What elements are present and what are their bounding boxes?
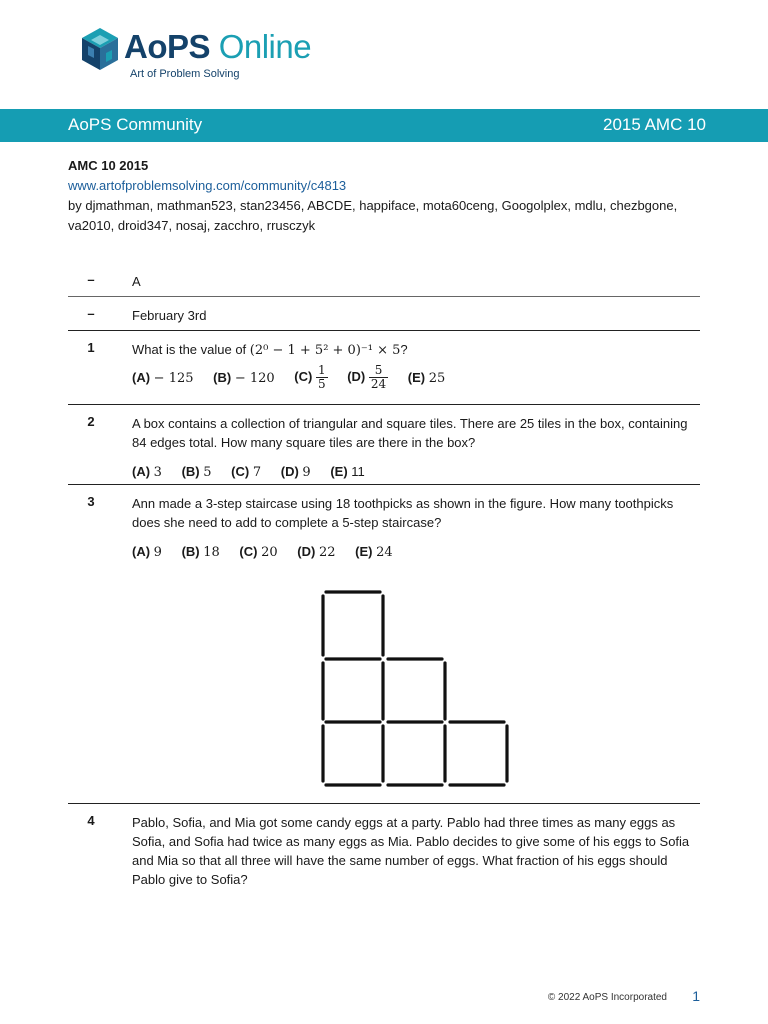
choice-a: (A) − 125	[132, 369, 194, 386]
problem-3	[68, 485, 700, 804]
logo-wordmark: AoPS Online	[124, 28, 312, 65]
table-row	[68, 266, 700, 297]
copyright: © 2022 AoPS Incorporated	[547, 992, 667, 1003]
community-title[interactable]: AoPS Community	[68, 115, 203, 134]
staircase-figure	[318, 583, 518, 793]
table-row	[68, 297, 700, 331]
problem-4	[68, 804, 700, 889]
choice-c: (C) $\frac{1}{5}$	[294, 363, 326, 391]
choice-d: (D) $\frac{5}{24}$	[347, 363, 387, 391]
choice-a: (A) 9	[132, 543, 162, 560]
page-number: 1	[692, 988, 700, 1004]
problem-text: Ann made a 3-step staircase using 18 toothpicks as shown in the figure. How many toothpicks does she need to add to complete a 5-step staircase?	[132, 496, 674, 530]
problem-body	[132, 331, 700, 391]
problem-1	[68, 331, 700, 405]
cube-logo-icon	[80, 26, 120, 72]
choice-b: (B) − 120	[213, 369, 275, 386]
page-title: AMC 10 2015	[68, 158, 149, 173]
problem-text: Pablo, Sofia, and Mia got some candy eggs at a party. Pablo had three times as many eggs as Sofia, and Sofia had twice as many eggs as Mia. Pablo decides to give some of his eggs to Sofia and Mia so that all three will have the same number of eggs. What fraction of his eggs should Pablo give to Sofia?	[132, 815, 690, 887]
choice-b: (B) 18	[181, 543, 220, 560]
problem-body	[132, 485, 700, 562]
choice-c: (C) 7	[231, 463, 262, 480]
header-bar	[0, 109, 768, 142]
problem-list	[68, 266, 700, 889]
problem-number: 4	[87, 813, 95, 828]
answer-choices	[132, 364, 700, 391]
choice-d: (D) 9	[280, 463, 311, 480]
row-text: A	[132, 274, 141, 289]
problem-text: A box contains a collection of triangular and square tiles. There are 25 tiles in the box, containing 84 edges total. How many square tiles are there in the box?	[132, 416, 688, 450]
authors: by djmathman, mathman523, stan23456, ABCDE, happiface, mota60ceng, Googolplex, mdlu, chezbgone, va2010, droid347, nosaj, zacchro, rrusczyk	[68, 198, 678, 233]
community-link[interactable]: www.artofproblemsolving.com/community/c4813	[68, 178, 347, 193]
contest-title: 2015 AMC 10	[602, 115, 706, 134]
choice-e: (E) 25	[407, 369, 446, 386]
row-text: February 3rd	[132, 308, 207, 323]
contest-meta	[68, 156, 708, 236]
logo-tagline: Art of Problem Solving	[130, 68, 240, 80]
choice-a: (A) 3	[132, 463, 162, 480]
answer-choices	[132, 461, 700, 482]
choice-e: (E) 11	[330, 464, 365, 480]
problem-text: What is the value of (2⁰ − 1 + 5² + 0)⁻¹ × 5?	[132, 342, 408, 358]
choice-c: (C) 20	[239, 543, 278, 560]
problem-number: 2	[87, 414, 95, 429]
math-expression: (2⁰ − 1 + 5² + 0)⁻¹ × 5	[249, 343, 401, 358]
problem-body	[132, 405, 700, 482]
choice-d: (D) 22	[297, 543, 336, 560]
choice-e: (E) 24	[355, 543, 393, 560]
problem-number: 1	[87, 340, 95, 355]
choice-b: (B) 5	[181, 463, 212, 480]
problem-number: 3	[87, 494, 95, 509]
row-number: –	[87, 306, 95, 321]
row-number: –	[87, 272, 95, 287]
problem-2	[68, 405, 700, 485]
answer-choices	[132, 541, 700, 562]
